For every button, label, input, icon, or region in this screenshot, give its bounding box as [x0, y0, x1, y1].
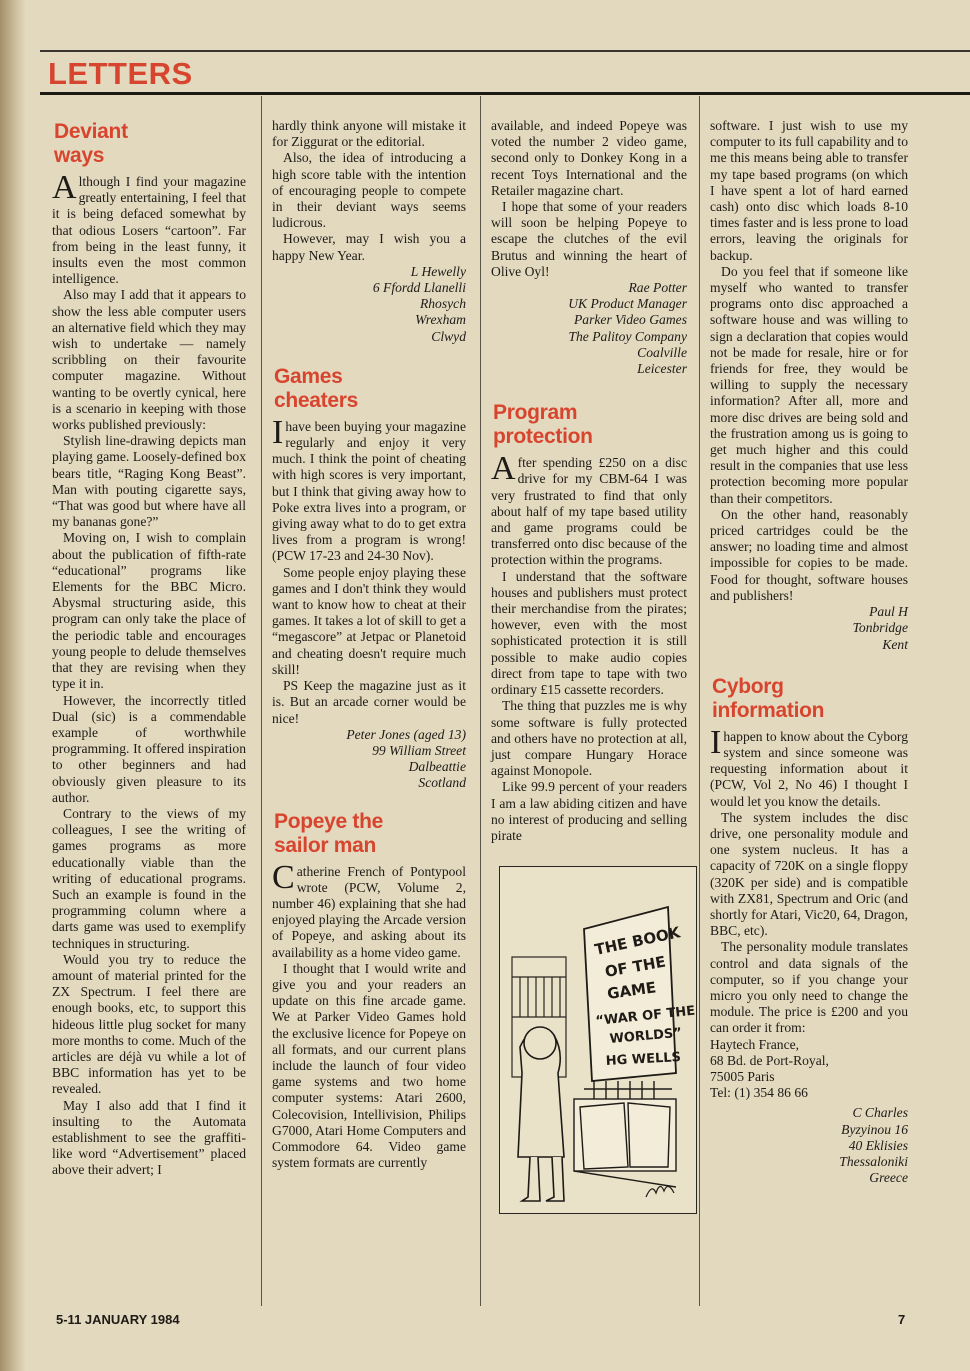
letter-paragraph: available, and indeed Popeye was voted the number 2 video game, second only to Donkey Kong in a recent Toys International and the Retailer magazine chart. [491, 118, 687, 198]
column-divider [261, 96, 262, 1306]
cartoon-illustration [499, 866, 697, 1214]
column-divider [480, 96, 481, 1306]
signature: Rae Potter UK Product Manager Parker Video Games The Palitoy Company Coalville Leicester [568, 280, 687, 377]
drop-cap: A [491, 450, 516, 488]
svg-text:OF THE: OF THE [603, 952, 668, 982]
letter-paragraph: On the other hand, reasonably priced cartridges could be the answer; no loading time and almost impossible for copies to be made. Food for thought, software houses and publishers! [710, 506, 908, 603]
letter-paragraph: However, may I wish you a happy New Year. [272, 231, 466, 263]
drop-cap: A [52, 169, 77, 206]
page-spine [0, 0, 26, 1371]
column-2 [272, 118, 466, 1171]
letter-paragraph: I hope that some of your readers will soon be helping Popeye to escape the clutches of the evil Brutus and winning the heart of Olive Oyl! [491, 199, 687, 279]
signature: Peter Jones (aged 13) 99 William Street Dalbeattie Scotland [346, 726, 466, 791]
magazine-page [26, 0, 970, 1371]
letter-paragraph: Some people enjoy playing these games and I don't think they would want to know how to cheat at their games. It takes a lot of skill to get a “megascore” at Jetpac or Planetoid and cheating doesn't require much skill! [272, 564, 466, 677]
letter-paragraph: However, the incorrectly titled Dual (sic) is a commendable example of worthwhile programming. It offered inspiration to other beginners and had obviously given pleasure to its author. [52, 692, 246, 805]
letter-paragraph: The thing that puzzles me is why some software is fully protected and others have no protection at all, just compare Hungary Horace against Monopole. [491, 698, 687, 779]
svg-text:WORLDS”: WORLDS” [609, 1025, 683, 1048]
signature: L Hewelly 6 Ffordd Llanelli Rhosych Wrexham Clwyd [372, 263, 466, 344]
letter-paragraph: After spending £250 on a disc drive for my CBM-64 I was very frustrated to find that only about half of my tape based utility and game programs could be transferred onto disc because of the protection within the programs. [491, 450, 687, 568]
drop-cap: I [710, 723, 722, 761]
section-header: LETTERS [48, 56, 193, 91]
letter-paragraph: Like 99.9 percent of your readers I am a law abiding citizen and have no interest of producing and selling pirate [491, 779, 687, 843]
issue-date: 5-11 JANUARY 1984 [56, 1312, 180, 1327]
svg-text:GAME: GAME [606, 978, 658, 1004]
cartoon-drawing [500, 867, 696, 1213]
header-rule [40, 92, 970, 95]
svg-text:HG WELLS: HG WELLS [605, 1050, 682, 1070]
letter-paragraph: hardly think anyone will mistake it for Ziggurat or the editorial. [272, 118, 466, 150]
letter-paragraph: Ihappen to know about the Cyborg system and since someone was requesting information about it (PCW, Vol 2, No 46) I thought I would let you know the details. [710, 723, 908, 809]
letter-paragraph: Moving on, I wish to complain about the publication of fifth-rate “educational” programs like Elements for the BBC Micro. Abysmal structuring aside, this program can only take the place of the periodic table and encourages young people to delude themselves that they are revising when they type it in. [52, 530, 246, 692]
letter-paragraph: Catherine French of Pontypool wrote (PCW, Volume 2, number 46) explaining that she had enjoyed playing the Arcade version of Popeye, and asking about its availability as a home video game. [272, 858, 466, 960]
letter-title: Program protection [493, 401, 593, 449]
column-1 [52, 114, 246, 1179]
top-rule [40, 50, 970, 52]
address-block: Haytech France, 68 Bd. de Port-Royal, 75005 Paris Tel: (1) 354 86 66 [710, 1036, 829, 1101]
letter-paragraph: May I also add that I find it insulting to the Automata establishment to see the graffiti-like word “Advertisement” placed above their advert; I [52, 1097, 246, 1178]
drop-cap: C [272, 858, 295, 896]
letter-title: Games cheaters [274, 364, 358, 412]
letter-title: Popeye the sailor man [274, 809, 384, 857]
letter-paragraph: Ihave been buying your magazine regularly and enjoy it very much. I think the point of cheating with high scores is very important, but I think that giving away how to Poke extra lives into a program, or giving away what to do to get extra lives from a program is wrong! (PCW 17-23 and 24-30 Nov). [272, 413, 466, 564]
drop-cap: I [272, 413, 284, 451]
column-divider [699, 96, 700, 1306]
letter-paragraph: Also may I add that it appears to show the less able computer users an alternative field which they may wish to undertake — namely scribbling on their favourite computer magazine. Without wanting to be overtly cynical, here is a scenario in keeping with those works published previously: [52, 287, 246, 433]
letter-paragraph: software. I just wish to use my computer to its full capability and to me this means being able to transfer my tape based programs (on which I have spent a lot of hard earned cash) onto disc which loads 8-10 times faster and is less prone to load errors, leaving the originals for backup. [710, 118, 908, 263]
page-number: 7 [898, 1312, 906, 1327]
letter-paragraph: Also, the idea of introducing a high score table with the intention of encouraging people to compete in their deviant ways seems ludicrous. [272, 150, 466, 231]
letter-paragraph: Contrary to the views of my colleagues, I see the writing of games programs as more educationally viable than the writing of educational programs. Such an example is found in the programming column where a darts game was used to exemplify techniques in structuring. [52, 805, 246, 951]
letter-title: Cyborg information [712, 674, 825, 722]
signature: Paul H Tonbridge Kent [852, 604, 908, 652]
letter-paragraph: The personality module translates control and data signals of the computer, so if you change your micro you only need to change the module. The price is £200 and you can order it from: [710, 939, 908, 1036]
letter-paragraph: Stylish line-drawing depicts man playing game. Loosely-defined box bears title, “Raging Kong Beast”. Man with pouting cigarette says, “That was good but where have all my bananas gone?” [52, 433, 246, 530]
letter-paragraph: PS Keep the magazine just as it is. But an arcade corner would be nice! [272, 678, 466, 726]
letter-title: Deviant ways [54, 120, 128, 167]
letter-paragraph: I understand that the software houses and publishers must protect their merchandise from the pirates; however, even with the most sophisticated protection it is still possible to make audio copies direct from tape to tape with two ordinary £15 cassette recorders. [491, 568, 687, 698]
letter-paragraph: Do you feel that if someone like myself who wanted to transfer programs onto disc approached a software house and was willing to sign a declaration that copies would not be made for resale, hire or for friends for free, they would be willing to supply the necessary information? After all, more and more disc drives are being sold and the frustration among us is going to get much higher and this could result in the companies that use less protection becoming more popular than their competitors. [710, 263, 908, 506]
signature: C Charles Byzyinou 16 40 Eklisies Thessaloniki Greece [839, 1105, 908, 1186]
letter-paragraph: The system includes the disc drive, one personality module and one system nucleus. It has a capacity of 720K on a single floppy (320K per side) and is compatible with ZX81, Spectrum and Oric (and shortly for Atari, Vic20, 64, Dragon, BBC, etc). [710, 809, 908, 939]
svg-text:“WAR OF THE: “WAR OF THE [594, 1003, 696, 1030]
svg-text:THE BOOK: THE BOOK [593, 923, 682, 960]
letter-paragraph: Although I find your magazine greatly entertaining, I feel that it is being defaced somewhat by that odious Losers “cartoon”. Far from being in the least funny, it insults even the most common intelligence. [52, 169, 246, 287]
letter-paragraph: I thought that I would write and give you and your readers an update on this fine arcade game. We at Parker Video Games hold the exclusive licence for Popeye on all formats, and our current plans include the launch of four video game systems and two home computer systems: Atari 2600, Colecovision, Intellivision, Philips G7000, Atari Home Computers and Commodore 64. Video game system formats are currently [272, 960, 466, 1171]
column-3 [491, 118, 696, 1214]
letter-paragraph: Would you try to reduce the amount of material printed for the ZX Spectrum. I feel there are enough books, etc, to support this hideous little plug socket for many more months to come. Much of the articles are déjà vu while a lot of BBC information has yet to be revealed. [52, 951, 246, 1097]
column-4 [710, 118, 908, 1186]
